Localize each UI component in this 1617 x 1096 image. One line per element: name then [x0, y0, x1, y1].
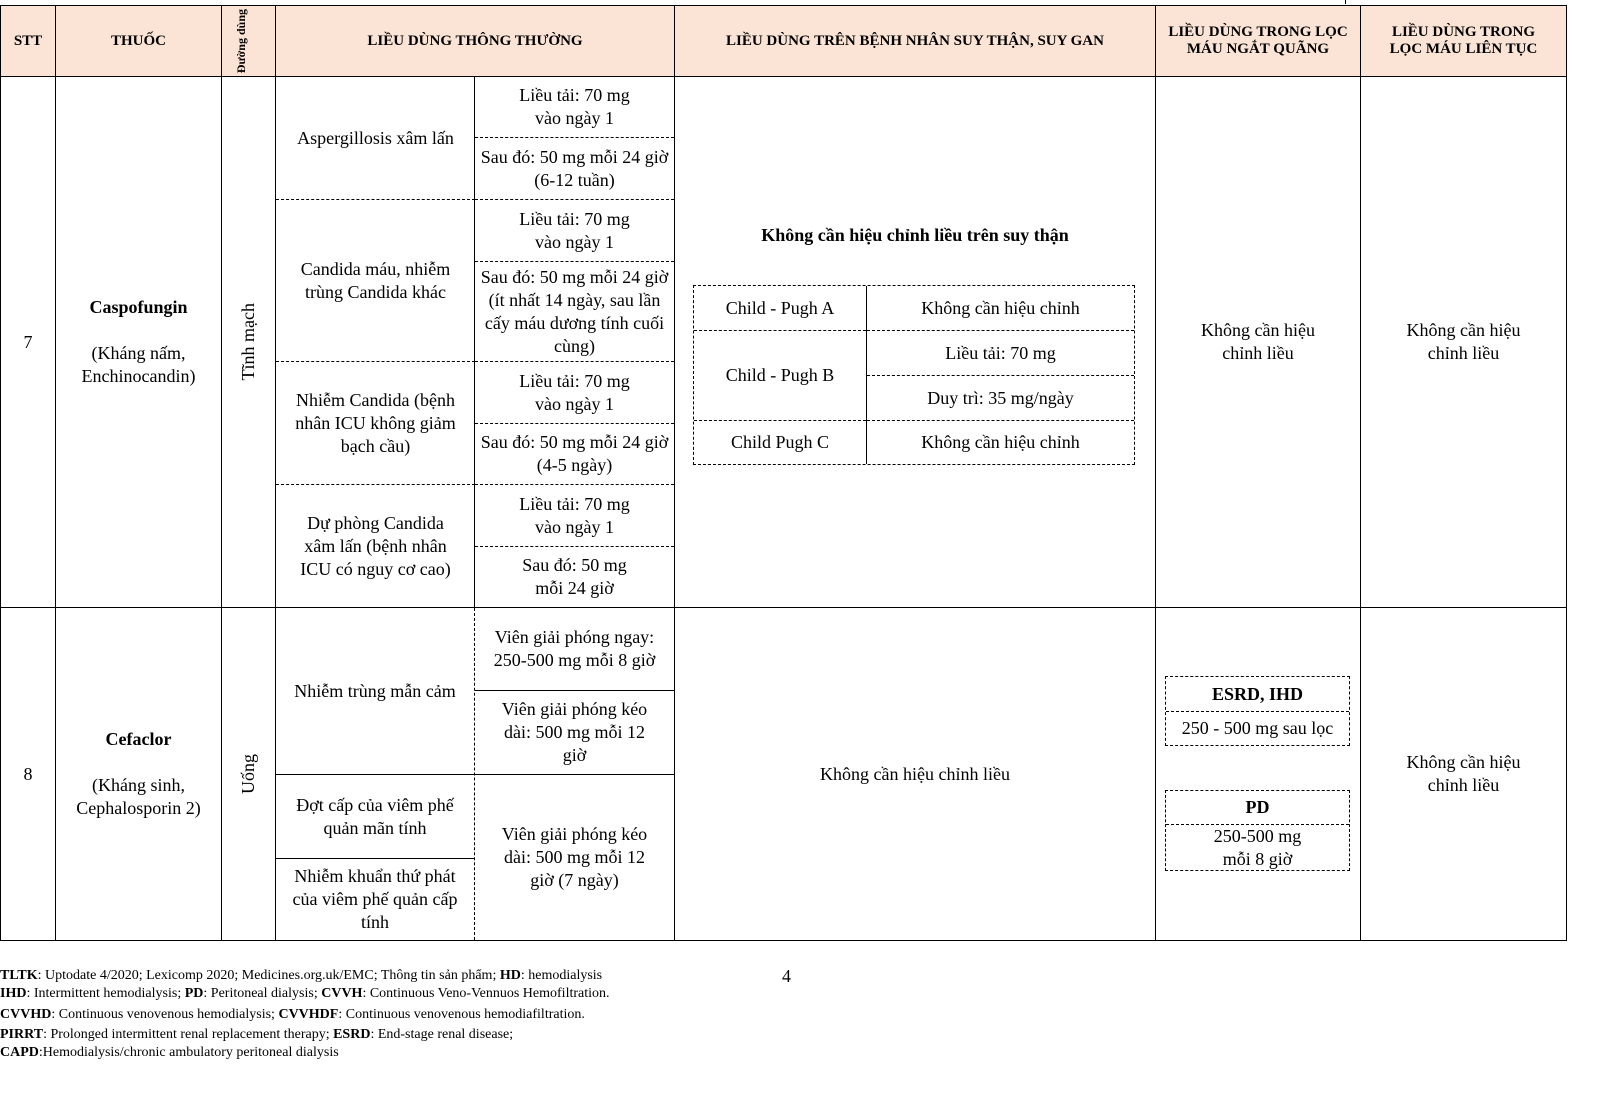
esrd-value	[1166, 711, 1349, 745]
row7-renal-note-text: Không cần hiệu chỉnh liều trên suy thận	[761, 224, 1069, 245]
header-loc-mau-ngat-quang	[1155, 5, 1361, 77]
footer-line-2	[0, 985, 610, 1002]
row8-indication-1	[276, 608, 474, 774]
row7-crrt	[1360, 76, 1567, 608]
footer-cvvhd: CVVHD	[0, 1007, 52, 1022]
footer-ihd: IHD	[0, 986, 27, 1001]
row7-indication-1-text: Aspergillosis xâm lấn	[297, 127, 454, 148]
row7-dose-3b-text: Sau đó: 50 mg mỗi 24 giờ (4-5 ngày)	[480, 432, 669, 475]
header-stt	[0, 5, 56, 77]
header-lieu-suy-than-gan	[674, 5, 1156, 77]
row7-dose-1b-text: Sau đó: 50 mg mỗi 24 giờ (6-12 tuần)	[480, 146, 669, 190]
row8-drug	[55, 607, 222, 941]
footer-line-3	[0, 1006, 585, 1023]
row7-indication-2-text: Candida máu, nhiễm trùng Candida khác	[300, 258, 451, 302]
row7-dose-4b	[475, 546, 674, 607]
child-pugh-a-label-text: Child - Pugh A	[725, 297, 835, 318]
row7-dose-1a	[475, 77, 674, 137]
row8-indication-2-text: Đợt cấp của viêm phế quản mãn tính	[296, 794, 454, 838]
footer-tltk-text: : Uptodate 4/2020; Lexicomp 2020; Medicines.org.uk/EMC; Thông tin sản phẩm;	[37, 968, 500, 983]
row7-dose-3a-text: Liều tải: 70 mg vào ngày 1	[519, 370, 630, 414]
child-pugh-b-label-text: Child - Pugh B	[725, 365, 835, 385]
esrd-label-text: ESRD, IHD	[1211, 683, 1304, 704]
row8-stt-text: 8	[23, 763, 33, 784]
footer-cvvh-text: : Continuous Veno-Vennuos Hemofiltration.	[362, 986, 610, 1001]
footer-cvvhdf-text: : Continuous venovenous hemodiafiltration.	[338, 1007, 585, 1022]
row7-indication-3-text: Nhiễm Candida (bệnh nhân ICU không giảm bạch cầu)	[295, 389, 456, 456]
row7-dose-4a-text: Liều tải: 70 mg vào ngày 1	[519, 493, 630, 537]
footer-hd: HD	[499, 968, 521, 983]
header-loc-mau-ngat-quang-text: LIỀU DÙNG TRONG LỌC MÁU NGẮT QUÃNG	[1168, 24, 1348, 57]
header-lieu-thong-thuong-text: LIỀU DÙNG THÔNG THƯỜNG	[367, 32, 583, 49]
header-loc-mau-lien-tuc-text: LIỀU DÙNG TRONG LỌC MÁU LIÊN TỤC	[1389, 24, 1538, 57]
row8-crrt	[1360, 607, 1567, 941]
header-lieu-thong-thuong	[275, 5, 675, 77]
footer-tltk: TLTK	[0, 968, 38, 983]
footer-cvvhd-text: : Continuous venovenous hemodialysis;	[51, 1007, 279, 1022]
row8-dose-1	[475, 608, 674, 690]
footer-cvvh: CVVH	[321, 986, 363, 1001]
child-pugh-a-label	[694, 286, 866, 330]
footer-esrd-text: : End-stage renal disease;	[370, 1027, 514, 1042]
child-pugh-b-value-2-text: Duy trì: 35 mg/ngày	[927, 387, 1074, 408]
row7-dose-2a-text: Liều tải: 70 mg vào ngày 1	[519, 208, 630, 252]
footer-line-5	[0, 1044, 339, 1061]
row8-drug-class: (Kháng sinh, Cephalosporin 2)	[76, 775, 201, 818]
footer-pd: PD	[184, 986, 204, 1001]
child-pugh-a-value	[867, 286, 1134, 330]
esrd-value-text: 250 - 500 mg sau lọc	[1181, 718, 1334, 738]
header-thuoc-text: THUỐC	[110, 32, 166, 49]
child-pugh-a-value-text: Không cần hiệu chỉnh	[921, 297, 1080, 318]
footer-esrd: ESRD	[333, 1027, 371, 1042]
row8-dose-2-text: Viên giải phóng kéo dài: 500 mg mỗi 12 giờ	[501, 699, 648, 765]
row8-route	[221, 607, 276, 941]
row7-indication-4-text: Dự phòng Candida xâm lấn (bệnh nhân ICU có nguy cơ cao)	[300, 512, 451, 579]
row8-drug-name: Cefaclor	[105, 729, 172, 749]
pd-value	[1166, 824, 1349, 870]
row7-crrt-text: Không cần hiệu chỉnh liều	[1406, 320, 1521, 363]
row7-drug-name: Caspofungin	[89, 297, 188, 317]
esrd-label	[1166, 677, 1349, 711]
row8-indication-2	[276, 774, 474, 858]
header-duong-dung	[221, 5, 276, 77]
row7-drug-class: (Kháng nấm, Enchinocandin)	[81, 343, 196, 386]
header-stt-text: STT	[13, 32, 43, 49]
page-number: 4	[782, 966, 791, 986]
footer-line-4	[0, 1026, 513, 1043]
row7-indication-2	[276, 199, 475, 361]
row7-dose-1b	[475, 137, 674, 199]
row7-stt	[0, 76, 56, 608]
row7-stt-text: 7	[23, 331, 33, 352]
row7-dose-2a	[475, 199, 674, 261]
child-pugh-c-label-text: Child Pugh C	[730, 432, 830, 452]
child-pugh-c-value-text: Không cần hiệu chỉnh	[921, 432, 1080, 452]
pd-label-text: PD	[1245, 797, 1270, 817]
row7-ihd	[1155, 76, 1361, 608]
footer-ihd-text: : Intermittent hemodialysis;	[26, 986, 185, 1001]
row8-dose-2	[475, 690, 674, 774]
row8-dose-3-text: Viên giải phóng kéo dài: 500 mg mỗi 12 giờ (7 ngày)	[501, 824, 648, 890]
child-pugh-b-value-1	[867, 330, 1134, 375]
footer-cvvhdf: CVVHDF	[278, 1007, 339, 1022]
row8-indication-3	[276, 858, 474, 940]
row7-dose-3b	[475, 423, 674, 484]
row7-dose-3a	[475, 361, 674, 423]
row8-indication-1-text: Nhiễm trùng mẫn cảm	[294, 680, 456, 701]
child-pugh-b-value-2	[867, 375, 1134, 420]
row8-dose-1-text: Viên giải phóng ngay: 250-500 mg mỗi 8 giờ	[493, 627, 656, 670]
footer-hd-text: : hemodialysis	[520, 968, 603, 983]
header-lieu-suy-than-gan-text: LIỀU DÙNG TRÊN BỆNH NHÂN SUY THẬN, SUY GAN	[726, 32, 1104, 49]
pd-label	[1166, 791, 1349, 824]
row8-ihd-cell	[1155, 607, 1361, 941]
row7-indication-4	[276, 484, 475, 607]
footer-capd-text: :Hemodialysis/chronic ambulatory peritoneal dialysis	[38, 1045, 339, 1060]
row8-indication-3-text: Nhiễm khuẩn thứ phát của viêm phế quản cấp tính	[292, 866, 458, 932]
row7-route-text: Tĩnh mạch	[238, 303, 258, 381]
header-duong-dung-text: Đường dùng	[233, 8, 248, 74]
row7-dose-2b-text: Sau đó: 50 mg mỗi 24 giờ (ít nhất 14 ngày, sau lần cấy máu dương tính cuối cùng)	[480, 266, 669, 356]
child-pugh-b-label	[694, 330, 866, 420]
row7-drug	[55, 76, 222, 608]
row7-indication-3	[276, 361, 475, 484]
header-thuoc	[55, 5, 222, 77]
row7-dose-1a-text: Liều tải: 70 mg vào ngày 1	[519, 85, 630, 128]
row7-dose-4a	[475, 484, 674, 546]
row8-dose-3	[475, 774, 674, 940]
footer-capd: CAPD	[0, 1045, 39, 1060]
pd-value-text: 250-500 mg mỗi 8 giờ	[1213, 825, 1302, 869]
footer-line-1	[0, 967, 602, 984]
footer-pirrt-text: : Prolonged intermittent renal replacement therapy;	[43, 1027, 334, 1042]
child-pugh-b-value-1-text: Liều tải: 70 mg	[945, 342, 1056, 363]
footer-pd-text: : Peritoneal dialysis;	[203, 986, 322, 1001]
row7-renal-note	[680, 222, 1150, 248]
row8-route-text: Uống	[238, 754, 258, 794]
footer-pirrt: PIRRT	[0, 1027, 44, 1042]
row8-renal	[674, 607, 1156, 941]
header-loc-mau-lien-tuc	[1360, 5, 1567, 77]
child-pugh-c-label	[694, 420, 866, 464]
child-pugh-c-value	[867, 420, 1134, 464]
row7-indication-1	[276, 77, 475, 199]
row7-dose-2b	[475, 261, 674, 361]
row8-stt	[0, 607, 56, 941]
page-top-mark	[1340, 0, 1346, 4]
row7-route	[221, 76, 276, 608]
row8-crrt-text: Không cần hiệu chỉnh liều	[1406, 752, 1521, 795]
row8-renal-text: Không cần hiệu chỉnh liều	[820, 763, 1010, 784]
row7-ihd-text: Không cần hiệu chỉnh liều	[1201, 320, 1315, 363]
row7-dose-4b-text: Sau đó: 50 mg mỗi 24 giờ	[522, 555, 627, 598]
